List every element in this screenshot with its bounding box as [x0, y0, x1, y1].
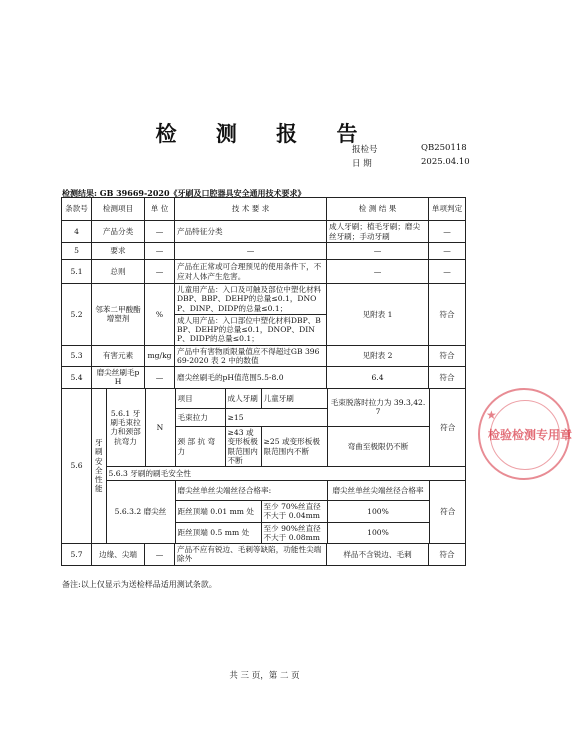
table-row	[62, 544, 466, 566]
tip-a-requirement: 至少 70%丝直径不大于 0.04mm	[261, 501, 327, 523]
table-row	[62, 284, 466, 315]
clause-no: 5.7	[62, 544, 92, 566]
unit: mg/kg	[145, 345, 175, 367]
requirement-adults: 成人用产品：入口部位中塑化材料DBP、BBP、DEHP的总量≤0.1，DNOP、DINP、DIDP的总量≤0.1；	[175, 314, 327, 345]
date-value: 2025.04.10	[421, 157, 470, 167]
safety-inner-table	[92, 389, 466, 544]
clause-no: 5.2	[62, 284, 92, 346]
page-number: 共 三 页，第 二 页	[229, 671, 300, 681]
table-row	[62, 221, 466, 243]
result: —	[327, 260, 429, 284]
judgement: 符合	[429, 389, 466, 467]
result: 6.4	[327, 367, 429, 389]
judgement: —	[429, 243, 466, 260]
sub-item-5-6-3-2: 5.6.3.2 磨尖丝	[106, 481, 175, 544]
test-item: 邻苯二甲酸酯增塑剂	[92, 284, 145, 346]
test-item: 有害元素	[92, 345, 145, 367]
safety-block	[92, 388, 466, 544]
requirement: 产品中有害物质限量值应不得超过GB 39669-2020 表 2 中的数值	[175, 345, 327, 367]
result: 成人牙刷；植毛牙刷；磨尖丝牙刷；手动牙刷	[327, 221, 429, 243]
bend-label: 颈 部 抗 弯 力	[175, 427, 225, 467]
bend-adult: ≥43 或变形板极限范围内不断	[225, 427, 261, 467]
tip-result-head: 磨尖丝单丝尖端丝径合格率	[327, 481, 429, 501]
test-item: 磨尖丝刷毛pH	[92, 367, 145, 389]
requirement: 产品不应有锐边、毛刺等缺陷，功能性尖端除外	[175, 544, 327, 566]
date-label: 日 期	[352, 159, 372, 169]
seal-star-icon: ★	[486, 408, 497, 422]
group-label: 牙刷安全性能	[92, 389, 106, 544]
seal-text: 检验检测专用章	[488, 428, 572, 442]
unit: —	[145, 544, 175, 566]
header-judgement: 单项判定	[429, 198, 466, 221]
bend-child: ≥25 或变形板极限范围内不断	[261, 427, 327, 467]
judgement: —	[429, 260, 466, 284]
judgement: 符合	[429, 367, 466, 389]
judgement: 符合	[429, 284, 466, 346]
header-unit: 单 位	[145, 198, 175, 221]
test-item: 边缘、尖端	[92, 544, 145, 566]
table-row	[62, 388, 466, 544]
pull-requirement: ≥15	[225, 409, 327, 427]
header-clause-no: 条款号	[62, 198, 92, 221]
results-table	[61, 197, 466, 566]
tip-a-label: 距丝顶端 0.01 mm 处	[175, 501, 261, 523]
judgement: 符合	[429, 544, 466, 566]
col-child: 儿童牙刷	[261, 389, 327, 409]
test-standard-line: 检测结果: GB 39669-2020《牙刷及口腔器具安全通用技术要求》	[62, 188, 306, 198]
clause-no: 5.4	[62, 367, 92, 389]
unit: —	[145, 260, 175, 284]
unit: —	[145, 221, 175, 243]
clause-no: 5.6	[62, 388, 92, 544]
table-row	[62, 367, 466, 389]
requirement: 产品特征分类	[175, 221, 327, 243]
table-row	[62, 345, 466, 367]
header-technical-requirement: 技 术 要 求	[175, 198, 327, 221]
tip-b-result: 100%	[327, 522, 429, 543]
test-item: 要求	[92, 243, 145, 260]
header-test-result: 检 测 结 果	[327, 198, 429, 221]
pull-result: 毛束脱落时拉力为 39.3,42.7	[327, 389, 429, 427]
tip-requirement: 磨尖丝单丝尖端丝径合格率:	[175, 481, 327, 501]
table-row	[62, 243, 466, 260]
header-test-item: 检测项目	[92, 198, 145, 221]
result: 见附表 2	[327, 345, 429, 367]
footnote: 备注:以上仅显示为送检样品适用测试条款。	[62, 580, 217, 589]
requirement: 磨尖丝刷毛的pH值范围5.5-8.0	[175, 367, 327, 389]
pull-label: 毛束拉力	[175, 409, 225, 427]
clause-no: 5.3	[62, 345, 92, 367]
table-row	[62, 260, 466, 284]
test-item: 总则	[92, 260, 145, 284]
clause-no: 5	[62, 243, 92, 260]
requirement-children: 儿童用产品：入口及可触及部位中塑化材料DBP、BBP、DEHP的总量≤0.1，DNOP、DINP、DIDP的总量≤0.1；	[175, 284, 327, 315]
sub-item-5-6-1: 5.6.1 牙刷毛束拉力和颈部抗弯力	[106, 389, 145, 467]
report-no-label: 报检号	[352, 145, 378, 155]
tip-b-label: 距丝顶端 0.5 mm 处	[175, 522, 261, 543]
test-item: 产品分类	[92, 221, 145, 243]
requirement: 产品在正常或可合理预见的使用条件下，不应对人体产生危害。	[175, 260, 327, 284]
col-item: 项目	[175, 389, 225, 409]
tip-b-requirement: 至少 90%丝直径不大于 0.08mm	[261, 522, 327, 543]
clause-no: 5.1	[62, 260, 92, 284]
judgement: 符合	[429, 481, 466, 544]
report-no-value: QB250118	[421, 143, 467, 153]
requirement: —	[175, 243, 327, 260]
table-header-row	[62, 198, 466, 221]
col-adult: 成人牙刷	[225, 389, 261, 409]
unit: —	[145, 243, 175, 260]
result: 见附表 1	[327, 284, 429, 346]
report-title: 检 测 报 告	[155, 121, 374, 146]
sub-item-5-6-3: 5.6.3 牙刷的刷毛安全性	[106, 467, 466, 481]
result: —	[327, 243, 429, 260]
clause-no: 4	[62, 221, 92, 243]
tip-a-result: 100%	[327, 501, 429, 523]
judgement: —	[429, 221, 466, 243]
result: 样品不含锐边、毛刺	[327, 544, 429, 566]
unit: —	[145, 367, 175, 389]
official-seal	[478, 388, 570, 480]
unit: N	[145, 389, 175, 467]
judgement: 符合	[429, 345, 466, 367]
bend-result: 弯曲至极限仍不断	[327, 427, 429, 467]
unit: %	[145, 284, 175, 346]
